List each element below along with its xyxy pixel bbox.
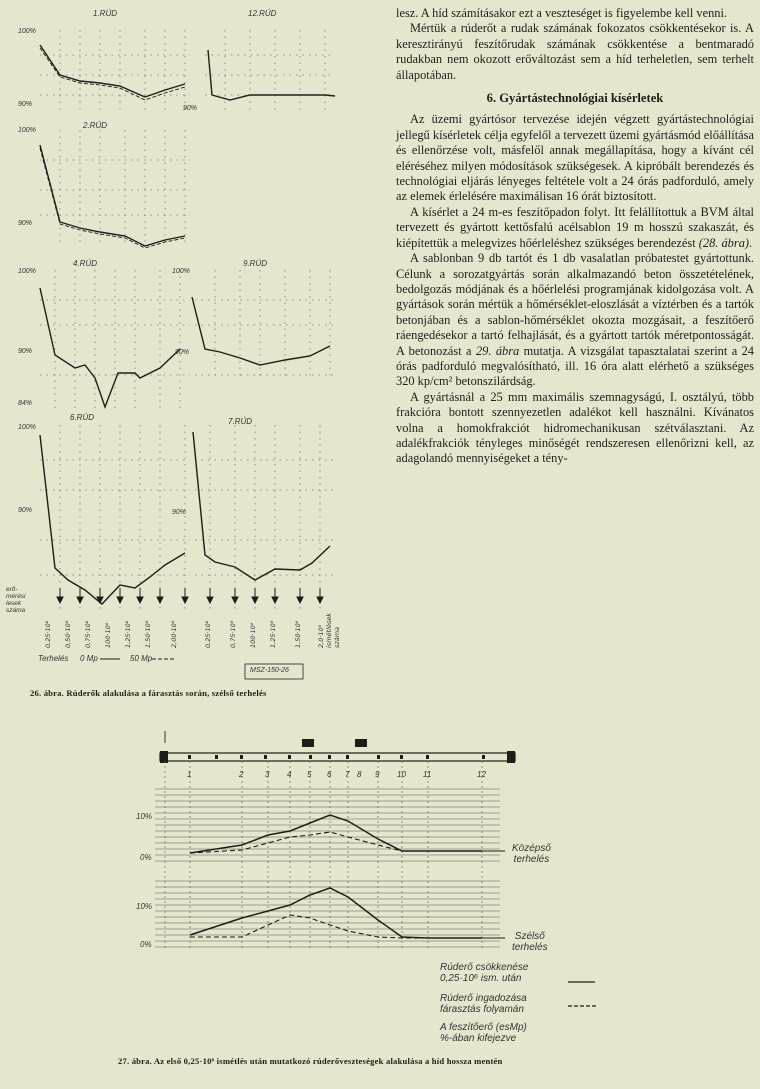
panel-title-rod-2: 2.RÚD <box>83 121 108 130</box>
legend-item-unit <box>440 1022 527 1044</box>
load-block-1 <box>302 739 314 747</box>
curve-edge-dash <box>190 915 482 938</box>
bar-number: 3 <box>265 770 270 779</box>
y-label-90-r4: 90% <box>18 348 33 355</box>
x-tick: 0,75·10⁶ <box>229 620 237 648</box>
y-label-90-r7: 90% <box>172 509 187 516</box>
legend-line-text: Rúderő csökkenése <box>440 962 529 973</box>
panel-title-rod-12: 12.RÚD <box>248 9 277 18</box>
y-label-0-edge: 0% <box>140 940 152 949</box>
y-label-100-r4: 100% <box>18 268 36 275</box>
y-axis-title-line: száma <box>6 607 26 614</box>
panel-title-rod-9: 9.RÚD <box>243 259 268 268</box>
bar-number: 8 <box>357 770 362 779</box>
bar-number: 2 <box>239 770 244 779</box>
x-tick: 1,25·10⁶ <box>269 620 277 648</box>
bar-number: 12 <box>477 770 486 779</box>
figure-27-graphs <box>0 725 760 1055</box>
panel-title-rod-6: 6.RÚD <box>70 413 95 422</box>
x-tick: 0,25·10⁶ <box>204 620 212 648</box>
section-heading: 6. Gyártástechnológiai kísérletek <box>486 91 664 106</box>
x-tick: 1,50·10⁶ <box>294 620 302 648</box>
bar-number: 10 <box>397 770 406 779</box>
x-tick: 100·10⁶ <box>249 622 257 648</box>
bar-number: 5 <box>307 770 312 779</box>
legend-0mp: 0 Mp <box>80 654 98 663</box>
y-axis-title-line: erő- <box>6 586 18 593</box>
paragraph-3 <box>396 251 754 390</box>
y-label-90-r12: 90% <box>183 105 198 112</box>
x-tick: 0,50·10⁶ <box>64 620 72 648</box>
figure-26-caption: 26. ábra. Rúderők alakulása a fárasztás során, szélső terhelés <box>30 688 267 698</box>
y-label-90-r2: 90% <box>18 220 33 227</box>
group-label-line: terhelés <box>513 854 550 865</box>
y-label-100-r6: 100% <box>18 424 36 431</box>
panel-title-rod-7: 7.RÚD <box>228 417 253 426</box>
panel-title-rod-4: 4.RÚD <box>73 259 98 268</box>
legend-line-text: Rúderő ingadozása <box>440 993 527 1004</box>
bar-number: 7 <box>345 770 350 779</box>
paragraph-2-end: . <box>749 235 753 250</box>
paragraph-rod-force: Mértük a rúderőt a rudak számának fokozatos csökkentésekor is. A keresztirányú feszítőrudak számának csökkentése a bentmaradó rudakban nem okozott erőváltozást sem a híd terheletlen, sem terhelt állapotában. <box>396 21 754 82</box>
legend-label-terheles: Terhelés <box>38 654 69 663</box>
bar-number: 4 <box>287 770 292 779</box>
legend-item-dashed <box>440 993 527 1015</box>
x-tick: 0,25·10⁶ <box>44 620 52 648</box>
group-label-edge <box>512 931 548 953</box>
y-label-90: 90% <box>18 101 33 108</box>
y-label-10-center: 10% <box>136 812 153 821</box>
y-label-100: 100% <box>18 28 36 35</box>
y-label-100-r2: 100% <box>18 127 36 134</box>
x-tick: 1,25·10⁶ <box>124 620 132 648</box>
bar-number: 6 <box>327 770 332 779</box>
paragraph-1: Az üzemi gyártósor tervezése idején végzett gyártástechnológiai jellegű kísérletek célja egyfelől a tervezett üzemi gyártásmód előállítása és ellenőrzése volt, másfelől annak megállapítása, hogy a kívánt cél eléréséhez milyen módosítások szükségesek. A kipróbált berendezés és technológiai eljárás lényeges feltétele volt a 24 órás padforduló, amely az elemek érlelésére maximálisan 16 órát biztosított. <box>396 112 754 204</box>
bar-number: 1 <box>187 770 192 779</box>
article-text-column <box>396 6 754 467</box>
legend-line-text: %-ában kifejezve <box>440 1033 517 1044</box>
legend-line-text: A feszítőerő (esMp) <box>440 1022 527 1033</box>
group-label-line: Szélső <box>514 931 545 942</box>
panel-title-rod-1: 1.RÚD <box>93 9 118 18</box>
group-label-line: Középső <box>512 843 551 854</box>
figure-27-caption: 27. ábra. Az első 0,25·10⁶ ismétlés után mutatkozó rúderőveszteségek alakulása a híd hossza mentén <box>118 1056 503 1066</box>
paragraph-2 <box>396 205 754 251</box>
x-tick: 1,50·10⁶ <box>144 620 152 648</box>
figure-26-graphs <box>0 0 395 700</box>
x-tick: 0,75·10⁶ <box>84 620 92 648</box>
paragraph-continuation: lesz. A híd számításakor ezt a veszteséget is figyelembe kell venni. <box>396 6 727 20</box>
curve-center-dash <box>190 832 482 853</box>
y-label-84-r4: 84% <box>18 400 33 407</box>
legend-line-text: fárasztás folyamán <box>440 1004 524 1015</box>
curve-edge-solid <box>190 888 482 938</box>
y-axis-title-line: lesek <box>6 600 22 607</box>
y-label-90-r9: 90% <box>175 349 190 356</box>
curve-rod-1 <box>40 45 185 97</box>
paragraph-2-text: A kísérlet a 24 m-es feszítőpadon folyt. Itt felállítottuk a BVM által tervezett és gyártott kettősfalú acélsablon 19 m hosszú szakaszát, és kiépítettük a melegvizes hőérleléshez szükséges berendezést <box>396 204 754 250</box>
legend-item-solid <box>440 962 528 984</box>
legend-50mp: 50 Mp <box>130 654 153 663</box>
right-label: száma <box>333 626 341 648</box>
paragraph-3-text: A sablonban 9 db tartót és 1 db vasalatlan próbatestet gyártottunk. Célunk a sorozatgyártás során alkalmazandó beton összetételének, bedolgozás módjának és a hőérlelési programjának kidolgozása volt. A gyártások során mértük a hőmérséklet-eloszlását a víztérben és a tartók betonjában és a sablon-hőmérséklet okozta mozgásait, a feszítőerő ráengedésekor a tartó felhajlását, és a gyártott tartók méretpontosságát. A betonozást a <box>396 251 754 358</box>
y-axis-title-line: mérési <box>6 593 26 600</box>
bar-number: 9 <box>375 770 380 779</box>
x-tick-labels <box>0 600 395 650</box>
load-block-2 <box>355 739 367 747</box>
right-label: 2,0·10⁶ <box>317 624 325 648</box>
paragraph-3-end: mutatja. A vizsgálat tapasztalatai szerint a 24 órás padforduló megvalósítható, ill. 16 óra alatt elérhető a szükséges 320 kp/cm² betonszilárdság. <box>396 343 754 389</box>
paragraph-4: A gyártásnál a 25 mm maximális szemnagyságú, I. osztályú, több frakcióra bontott szennyezetlen adalékot kell használni. Kívánatos volna a homokfrakciót hidromechanikusan szétválasztani. Az adalékfrakciók tényleges minőségét rendszeresen ellenőrizni kell, az adagolandó mennyiségeket a tény- <box>396 389 754 466</box>
y-label-100-r9: 100% <box>172 268 190 275</box>
group-label-line: terhelés <box>512 942 548 953</box>
stamp-text: MSZ-150-26 <box>250 667 289 674</box>
figure-ref-29: 29. ábra <box>475 343 520 358</box>
y-label-90-r6: 90% <box>18 507 33 514</box>
curve-rod-9 <box>192 297 330 365</box>
bridge-beam <box>160 753 515 761</box>
legend-line-text: 0,25·10⁶ ism. után <box>440 973 522 984</box>
bar-number: 11 <box>423 770 432 779</box>
x-tick: 100·10⁶ <box>104 622 112 648</box>
figure-ref-28: (28. ábra) <box>698 235 750 250</box>
group-label-center <box>512 843 551 865</box>
curve-rod-7 <box>193 432 330 580</box>
y-label-0-center: 0% <box>140 853 152 862</box>
y-label-10-edge: 10% <box>136 902 153 911</box>
right-label: ismétlések <box>325 612 333 648</box>
x-tick: 2,00·10⁶ <box>170 620 178 648</box>
curve-rod-4 <box>40 288 180 407</box>
